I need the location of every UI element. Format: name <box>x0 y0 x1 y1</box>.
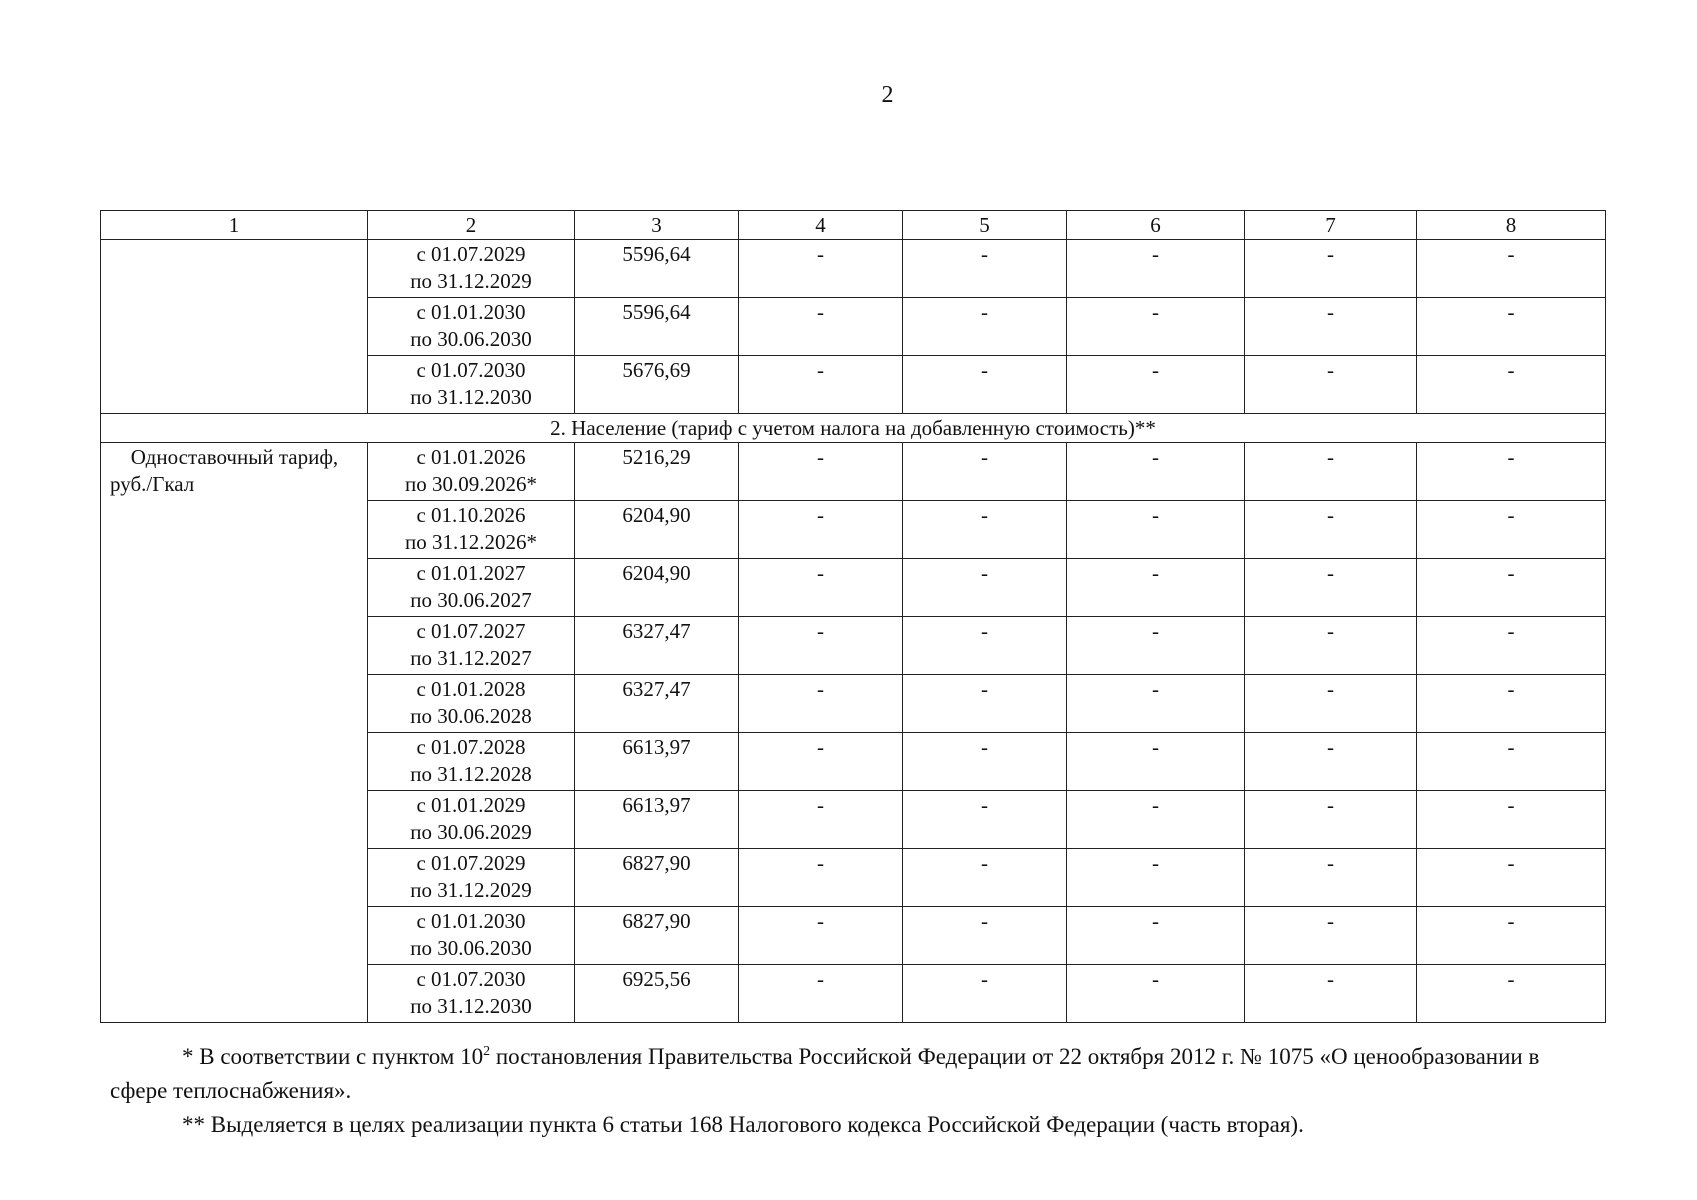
dash-cell: - <box>1245 443 1417 501</box>
period-cell <box>368 443 575 501</box>
dash-cell: - <box>903 617 1067 675</box>
dash-cell: - <box>1067 240 1245 298</box>
dash-cell: - <box>1417 849 1606 907</box>
footnote-1-text-b: постановления Правительства Российской Федерации от 22 октября 2012 г. № 1075 «О ценообразовании в сфере теплоснабжения». <box>110 1044 1540 1103</box>
dash-cell: - <box>1417 907 1606 965</box>
period-to: по 30.06.2030 <box>410 936 532 960</box>
dash-cell: - <box>903 559 1067 617</box>
period-cell <box>368 675 575 733</box>
period-to: по 31.12.2029 <box>410 269 532 293</box>
dash-cell: - <box>739 298 903 356</box>
dash-cell: - <box>1417 298 1606 356</box>
dash-cell: - <box>1417 675 1606 733</box>
tariff-value: 6204,90 <box>575 559 739 617</box>
dash-cell: - <box>1245 501 1417 559</box>
col-header-5: 5 <box>903 211 1067 240</box>
period-to: по 30.06.2029 <box>410 820 532 844</box>
dash-cell: - <box>903 849 1067 907</box>
dash-cell: - <box>1417 559 1606 617</box>
tariff-value: 6827,90 <box>575 907 739 965</box>
period-cell <box>368 240 575 298</box>
dash-cell: - <box>1245 849 1417 907</box>
period-from: с 01.01.2029 <box>416 793 526 817</box>
period-to: по 31.12.2029 <box>410 878 532 902</box>
dash-cell: - <box>1245 356 1417 414</box>
dash-cell: - <box>739 733 903 791</box>
footnote-1 <box>110 1040 1600 1108</box>
dash-cell: - <box>1417 443 1606 501</box>
col-header-3: 3 <box>575 211 739 240</box>
dash-cell: - <box>1067 733 1245 791</box>
dash-cell: - <box>739 675 903 733</box>
period-cell <box>368 501 575 559</box>
period-cell <box>368 965 575 1023</box>
dash-cell: - <box>1245 675 1417 733</box>
dash-cell: - <box>1245 298 1417 356</box>
dash-cell: - <box>739 501 903 559</box>
tariff-value: 5596,64 <box>575 298 739 356</box>
period-from: с 01.01.2028 <box>416 677 526 701</box>
period-cell <box>368 733 575 791</box>
period-from: с 01.07.2027 <box>416 619 526 643</box>
section-row <box>101 414 1606 443</box>
period-to: по 31.12.2030 <box>410 994 532 1018</box>
dash-cell: - <box>739 240 903 298</box>
tariff-value: 5216,29 <box>575 443 739 501</box>
period-to: по 31.12.2026* <box>405 530 537 554</box>
dash-cell: - <box>739 443 903 501</box>
period-to: по 30.06.2030 <box>410 327 532 351</box>
period-from: с 01.07.2030 <box>416 358 526 382</box>
dash-cell: - <box>1245 965 1417 1023</box>
dash-cell: - <box>1417 733 1606 791</box>
dash-cell: - <box>739 617 903 675</box>
period-cell <box>368 849 575 907</box>
period-to: по 31.12.2028 <box>410 762 532 786</box>
dash-cell: - <box>1245 791 1417 849</box>
dash-cell: - <box>1245 733 1417 791</box>
dash-cell: - <box>1245 240 1417 298</box>
page-number: 2 <box>881 82 894 108</box>
dash-cell: - <box>739 965 903 1023</box>
dash-cell: - <box>903 298 1067 356</box>
period-from: с 01.07.2029 <box>416 242 526 266</box>
period-to: по 30.06.2027 <box>410 588 532 612</box>
dash-cell: - <box>1067 356 1245 414</box>
dash-cell: - <box>903 791 1067 849</box>
dash-cell: - <box>1067 617 1245 675</box>
dash-cell: - <box>903 907 1067 965</box>
period-from: с 01.01.2030 <box>416 300 526 324</box>
dash-cell: - <box>739 356 903 414</box>
dash-cell: - <box>903 675 1067 733</box>
dash-cell: - <box>1417 240 1606 298</box>
dash-cell: - <box>1067 907 1245 965</box>
dash-cell: - <box>739 791 903 849</box>
period-cell <box>368 298 575 356</box>
period-from: с 01.01.2030 <box>416 909 526 933</box>
tariff-value: 6925,56 <box>575 965 739 1023</box>
dash-cell: - <box>903 240 1067 298</box>
footnote-1-superscript: 2 <box>483 1044 491 1059</box>
dash-cell: - <box>1245 617 1417 675</box>
dash-cell: - <box>1417 617 1606 675</box>
dash-cell: - <box>1067 298 1245 356</box>
dash-cell: - <box>739 849 903 907</box>
period-cell <box>368 791 575 849</box>
dash-cell: - <box>903 443 1067 501</box>
footnote-1-text-a: * В соответствии с пунктом 10 <box>182 1044 484 1069</box>
dash-cell: - <box>1067 559 1245 617</box>
tariff-value: 6827,90 <box>575 849 739 907</box>
period-to: по 31.12.2030 <box>410 385 532 409</box>
footnotes <box>110 1040 1600 1142</box>
period-cell <box>368 559 575 617</box>
tariff-value: 6327,47 <box>575 675 739 733</box>
period-from: с 01.07.2029 <box>416 851 526 875</box>
dash-cell: - <box>1245 907 1417 965</box>
dash-cell: - <box>903 501 1067 559</box>
tariff-value: 6204,90 <box>575 501 739 559</box>
period-to: по 30.09.2026* <box>405 472 537 496</box>
group-1-label-cell <box>101 240 368 414</box>
period-from: с 01.07.2030 <box>416 967 526 991</box>
col-header-1: 1 <box>101 211 368 240</box>
period-from: с 01.01.2026 <box>416 445 526 469</box>
table-row <box>101 240 1606 298</box>
period-cell <box>368 907 575 965</box>
tariff-value: 6613,97 <box>575 791 739 849</box>
dash-cell: - <box>1417 356 1606 414</box>
col-header-6: 6 <box>1067 211 1245 240</box>
period-from: с 01.01.2027 <box>416 561 526 585</box>
period-from: с 01.07.2028 <box>416 735 526 759</box>
header-row <box>101 211 1606 240</box>
dash-cell: - <box>1067 965 1245 1023</box>
dash-cell: - <box>1417 791 1606 849</box>
period-to: по 30.06.2028 <box>410 704 532 728</box>
dash-cell: - <box>1067 849 1245 907</box>
period-cell <box>368 356 575 414</box>
dash-cell: - <box>903 733 1067 791</box>
dash-cell: - <box>1067 675 1245 733</box>
tariff-value: 5676,69 <box>575 356 739 414</box>
footnote-2: ** Выделяется в целях реализации пункта 6 статьи 168 Налогового кодекса Российской Федерации (часть вторая). <box>182 1112 1304 1137</box>
col-header-4: 4 <box>739 211 903 240</box>
period-from: с 01.10.2026 <box>416 503 526 527</box>
dash-cell: - <box>1417 501 1606 559</box>
table-row <box>101 443 1606 501</box>
period-to: по 31.12.2027 <box>410 646 532 670</box>
period-cell <box>368 617 575 675</box>
dash-cell: - <box>1067 443 1245 501</box>
tariff-value: 6327,47 <box>575 617 739 675</box>
col-header-8: 8 <box>1417 211 1606 240</box>
dash-cell: - <box>739 559 903 617</box>
dash-cell: - <box>1245 559 1417 617</box>
dash-cell: - <box>1067 791 1245 849</box>
tariff-table <box>100 210 1606 1023</box>
tariff-value: 6613,97 <box>575 733 739 791</box>
dash-cell: - <box>903 356 1067 414</box>
col-header-7: 7 <box>1245 211 1417 240</box>
section-title: 2. Население (тариф с учетом налога на добавленную стоимость)** <box>101 414 1606 443</box>
tariff-type-label: Одноставочный тариф, руб./Гкал <box>101 443 368 1023</box>
dash-cell: - <box>739 907 903 965</box>
dash-cell: - <box>903 965 1067 1023</box>
dash-cell: - <box>1417 965 1606 1023</box>
col-header-2: 2 <box>368 211 575 240</box>
tariff-value: 5596,64 <box>575 240 739 298</box>
dash-cell: - <box>1067 501 1245 559</box>
